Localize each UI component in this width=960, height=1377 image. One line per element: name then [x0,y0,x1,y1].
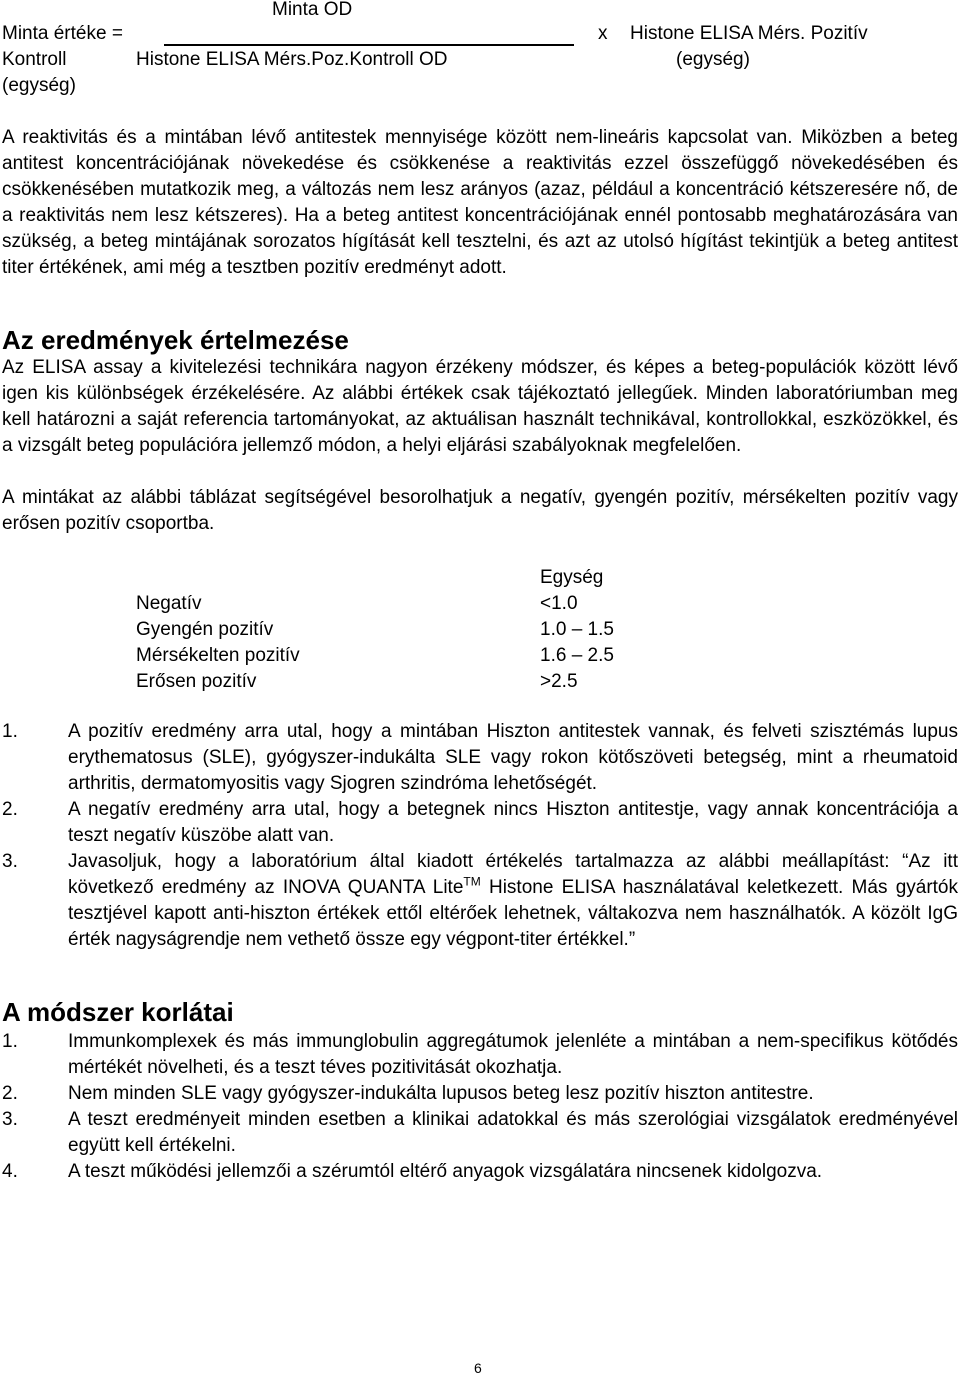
list-item [2,719,958,797]
list-item-text-continued: Histone ELISA használatával keletkezett. Más gyártók tesztjével kapott anti-hiszton értékek ettől eltérőek lehetnek, váltakozva nem használhatók. A közölt IgG érték nagyságrendje nem vethető össze egy végpont-titer értékkel.” [68,877,959,950]
formula-left-line3: (egység) [2,75,76,96]
list-item [2,1159,958,1185]
list-item-text: A teszt működési jellemzői a szérumtól eltérő anyagok vizsgálatára nincsenek kidolgozva. [68,1161,823,1182]
table-row-value: 1.6 – 2.5 [540,645,614,666]
list-item-text: A negatív eredmény arra utal, hogy a betegnek nincs Hiszton antitestje, vagy annak koncentrációja a teszt negatív küszöbe alatt van. [68,799,958,846]
list-item-text: Javasoljuk, hogy a laboratórium által kiadott értékelés tartalmazza az alábbi meállapítást: “Az itt következő eredmény az INOVA QUANTA Lite [68,851,958,898]
table-row-value: 1.0 – 1.5 [540,619,614,640]
formula-denominator: Histone ELISA Mérs.Poz.Kontroll OD [136,49,448,70]
list-item-text: A pozitív eredmény arra utal, hogy a mintában Hiszton antitestek vannak, és felveti szisztémás lupus erythematosus (SLE), gyógyszer-indukálta SLE vagy rokon kötőszöveti betegség, mint a rheumatoid arthritis, dermatomyositis vagy Sjogren szindróma lehetőségét. [68,721,958,794]
formula-right-line1: Histone ELISA Mérs. Pozitív [630,23,868,44]
list-item [2,1029,958,1081]
formula-right-line2: (egység) [676,49,750,70]
limitations-list [2,1029,958,1185]
formula-left-line2: Kontroll [2,49,67,70]
intro-paragraph: A reaktivitás és a mintában lévő antitestek mennyisége között nem-lineáris kapcsolat van. Miközben a beteg antitest koncentrációjának növekedése és csökkenése a reaktivitás ezzel összefüggő növekedésében és csökkenésében mutatkozik meg, a változás nem lesz arányos (azaz, például a koncentráció kétszeresére nő, de a reaktivitás nem lesz kétszeres). Ha a beteg antitest koncentrációjának ennél pontosabb meghatározására van szükség, a beteg mintájának sorozatos hígítását kell tesztelni, és azt az utolsó hígítást tekintjük a beteg antitest titer értékének, ami még a tesztben pozitív eredményt adott. [2,127,958,278]
list-item-number: 4. [2,1161,18,1182]
list-item [2,1107,958,1159]
results-paragraph-2: A mintákat az alábbi táblázat segítségével besorolhatjuk a negatív, gyengén pozitív, mérsékelten pozitív vagy erősen pozitív csoportba. [2,487,958,534]
list-item [2,797,958,849]
list-item-text: A teszt eredményeit minden esetben a klinikai adatokkal és más szerológiai vizsgálatok eredményével együtt kell értékelni. [68,1109,958,1156]
list-item-text: Nem minden SLE vagy gyógyszer-indukálta lupusos beteg lesz pozitív hiszton antitestre. [68,1083,814,1104]
table-header-unit: Egység [540,567,604,588]
table-row-label: Erősen pozitív [136,671,257,692]
list-item [2,1081,958,1107]
list-item-number: 1. [2,721,18,742]
table-row-value: <1.0 [540,593,578,614]
table-row-label: Gyengén pozitív [136,619,274,640]
page-number: 6 [474,1360,482,1376]
fraction-line [164,44,574,46]
section-heading-limitations: A módszer korlátai [2,997,234,1027]
list-item-number: 2. [2,799,18,820]
section-heading-results: Az eredmények értelmezése [2,325,349,355]
table-row-value: >2.5 [540,671,578,692]
results-paragraph-1: Az ELISA assay a kivitelezési technikára nagyon érzékeny módszer, és képes a beteg-populációk között lévő igen kis különbségek érzékelésére. Az alábbi értékek csak tájékoztató jellegűek. Minden laboratóriumban meg kell határozni a saját referencia tartományokat, az aktuálisan használt technikával, kontrollokkal, eszközökkel, és a vizsgált beteg populációra jellemző módon, a helyi eljárási szabályoknak megfelelően. [2,357,958,456]
formula-numerator: Minta OD [272,0,353,20]
list-item-number: 3. [2,1109,18,1130]
list-item-number: 1. [2,1031,18,1052]
interpretation-list [2,719,958,953]
list-item-number: 2. [2,1083,18,1104]
list-item-text: Immunkomplexek és más immunglobulin aggregátumok jelenléte a mintában a nem-specifikus kötődés mértékét növelheti, és a teszt téves pozitivitását okozhatja. [68,1031,958,1078]
trademark-mark: TM [463,874,481,889]
formula-left-line1: Minta értéke = [2,23,123,44]
list-item-number: 3. [2,851,18,872]
formula-times: x [598,23,608,44]
list-item [2,849,958,953]
table-row-label: Mérsékelten pozitív [136,645,300,666]
table-row-label: Negatív [136,593,202,614]
